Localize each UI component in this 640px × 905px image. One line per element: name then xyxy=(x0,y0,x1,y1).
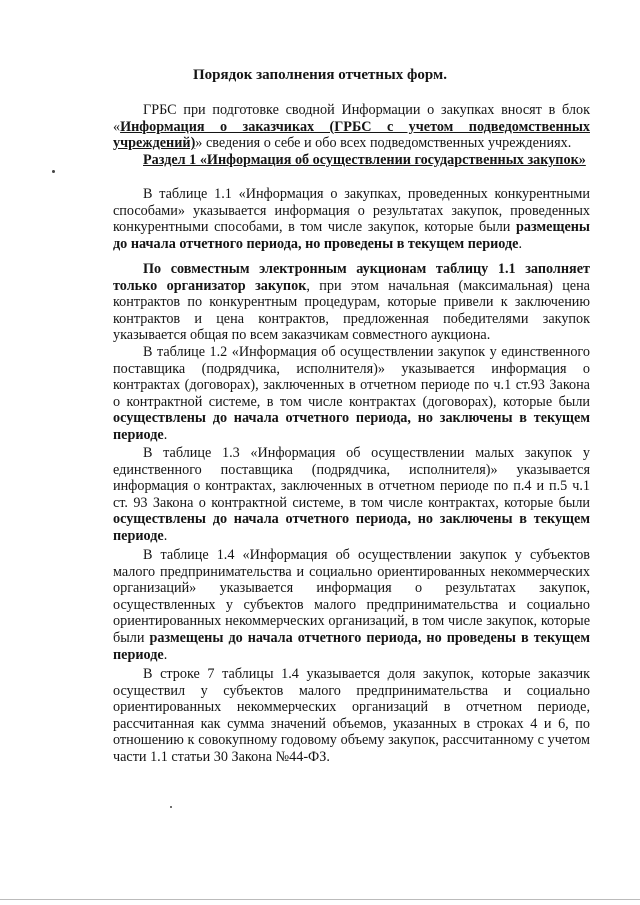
paragraph-emphasis: По совместным электронным аукционам таблицу 1.1 заполняет только организатор закупок xyxy=(113,261,590,294)
document-title: Порядок заполнения отчетных форм. xyxy=(193,67,447,83)
scan-speck xyxy=(170,806,172,808)
intro-text-end: » сведения о себе и обо всех подведомственных учреждениях. xyxy=(195,135,572,152)
paragraph-joint-auctions xyxy=(113,261,590,344)
paragraph-text-end: . xyxy=(163,426,168,443)
paragraph-table-1-2 xyxy=(113,344,590,444)
paragraph-emphasis: размещены до начала отчетного периода, но проведены в текущем периоде xyxy=(113,219,590,252)
intro-paragraph xyxy=(113,102,590,152)
paragraph-table-1-3 xyxy=(113,445,590,545)
scan-speck xyxy=(52,170,55,173)
paragraph-text: В таблице 1.4 «Информация об осуществлении закупок у субъектов малого предпринимательства и социально ориентированных некоммерческих организаций» указывается информация о результатах закупок, осуществленных у субъектов малого предпринимательства и социально ориентированных некоммерческих организаций, в том числе закупок, которые были xyxy=(113,547,590,646)
paragraph-row-7 xyxy=(113,666,590,766)
scan-edge-line xyxy=(0,899,640,900)
paragraph-text: В таблице 1.3 «Информация об осуществлении малых закупок у единственного поставщика (подрядчика, исполнителя)» указывается информация о контрактах, заключенных в отчетном периоде по п.4 и п.5 ч.1 ст. 93 Закона о контрактной системе, в том числе контрактах, которые были xyxy=(113,445,590,511)
paragraph-table-1-1 xyxy=(113,186,590,252)
intro-block-name: Информация о заказчиках (ГРБС с учетом подведомственных учреждений) xyxy=(113,118,590,152)
paragraph-text-end: . xyxy=(518,235,522,252)
section-heading-text: Раздел 1 «Информация об осуществлении государственных закупок» xyxy=(143,152,586,168)
section-heading xyxy=(113,152,590,169)
intro-text-start: ГРБС при подготовке сводной Информации о закупках вносят в блок « xyxy=(113,102,590,135)
paragraph-emphasis: осуществлены до начала отчетного периода, но заключены в текущем периоде xyxy=(113,511,590,544)
paragraph-text-end: . xyxy=(163,646,168,663)
paragraph-text: В таблице 1.1 «Информация о закупках, проведенных конкурентными способами» указывается информация о результатах закупок, проведенных конкурентными способами, в том числе закупок, которые были xyxy=(113,186,590,236)
paragraph-text-end: . xyxy=(163,527,168,544)
paragraph-emphasis: осуществлены до начала отчетного периода, но заключены в текущем периоде xyxy=(113,410,590,443)
paragraph-text: В таблице 1.2 «Информация об осуществлении закупок у единственного поставщика (подрядчика, исполнителя)» указывается информация о контрактах (договорах), заключенных в отчетном периоде по ч.1 ст.93 Закона о контрактной системе, в том числе контрактах (договорах), которые были xyxy=(113,344,590,410)
paragraph-text: В строке 7 таблицы 1.4 указывается доля закупок, которые заказчик осуществил у субъектов малого предпринимательства и социально ориентированных некоммерческих организаций в отчетном периоде, рассчитанная как сумма значений объемов, указанных в строках 4 и 6, по отношению к совокупному годовому объему закупок, рассчитанному с учетом части 1.1 статьи 30 Закона №44-ФЗ. xyxy=(113,666,590,765)
paragraph-text: , при этом начальная (максимальная) цена контрактов по конкурентным процедурам, которые привели к заключению контрактов и цена контрактов, предложенная победителями закупок указывается общая по всем заказчикам совместного аукциона. xyxy=(113,277,590,344)
paragraph-table-1-4 xyxy=(113,547,590,663)
paragraph-emphasis: размещены до начала отчетного периода, но проведены в текущем периоде xyxy=(113,629,590,663)
